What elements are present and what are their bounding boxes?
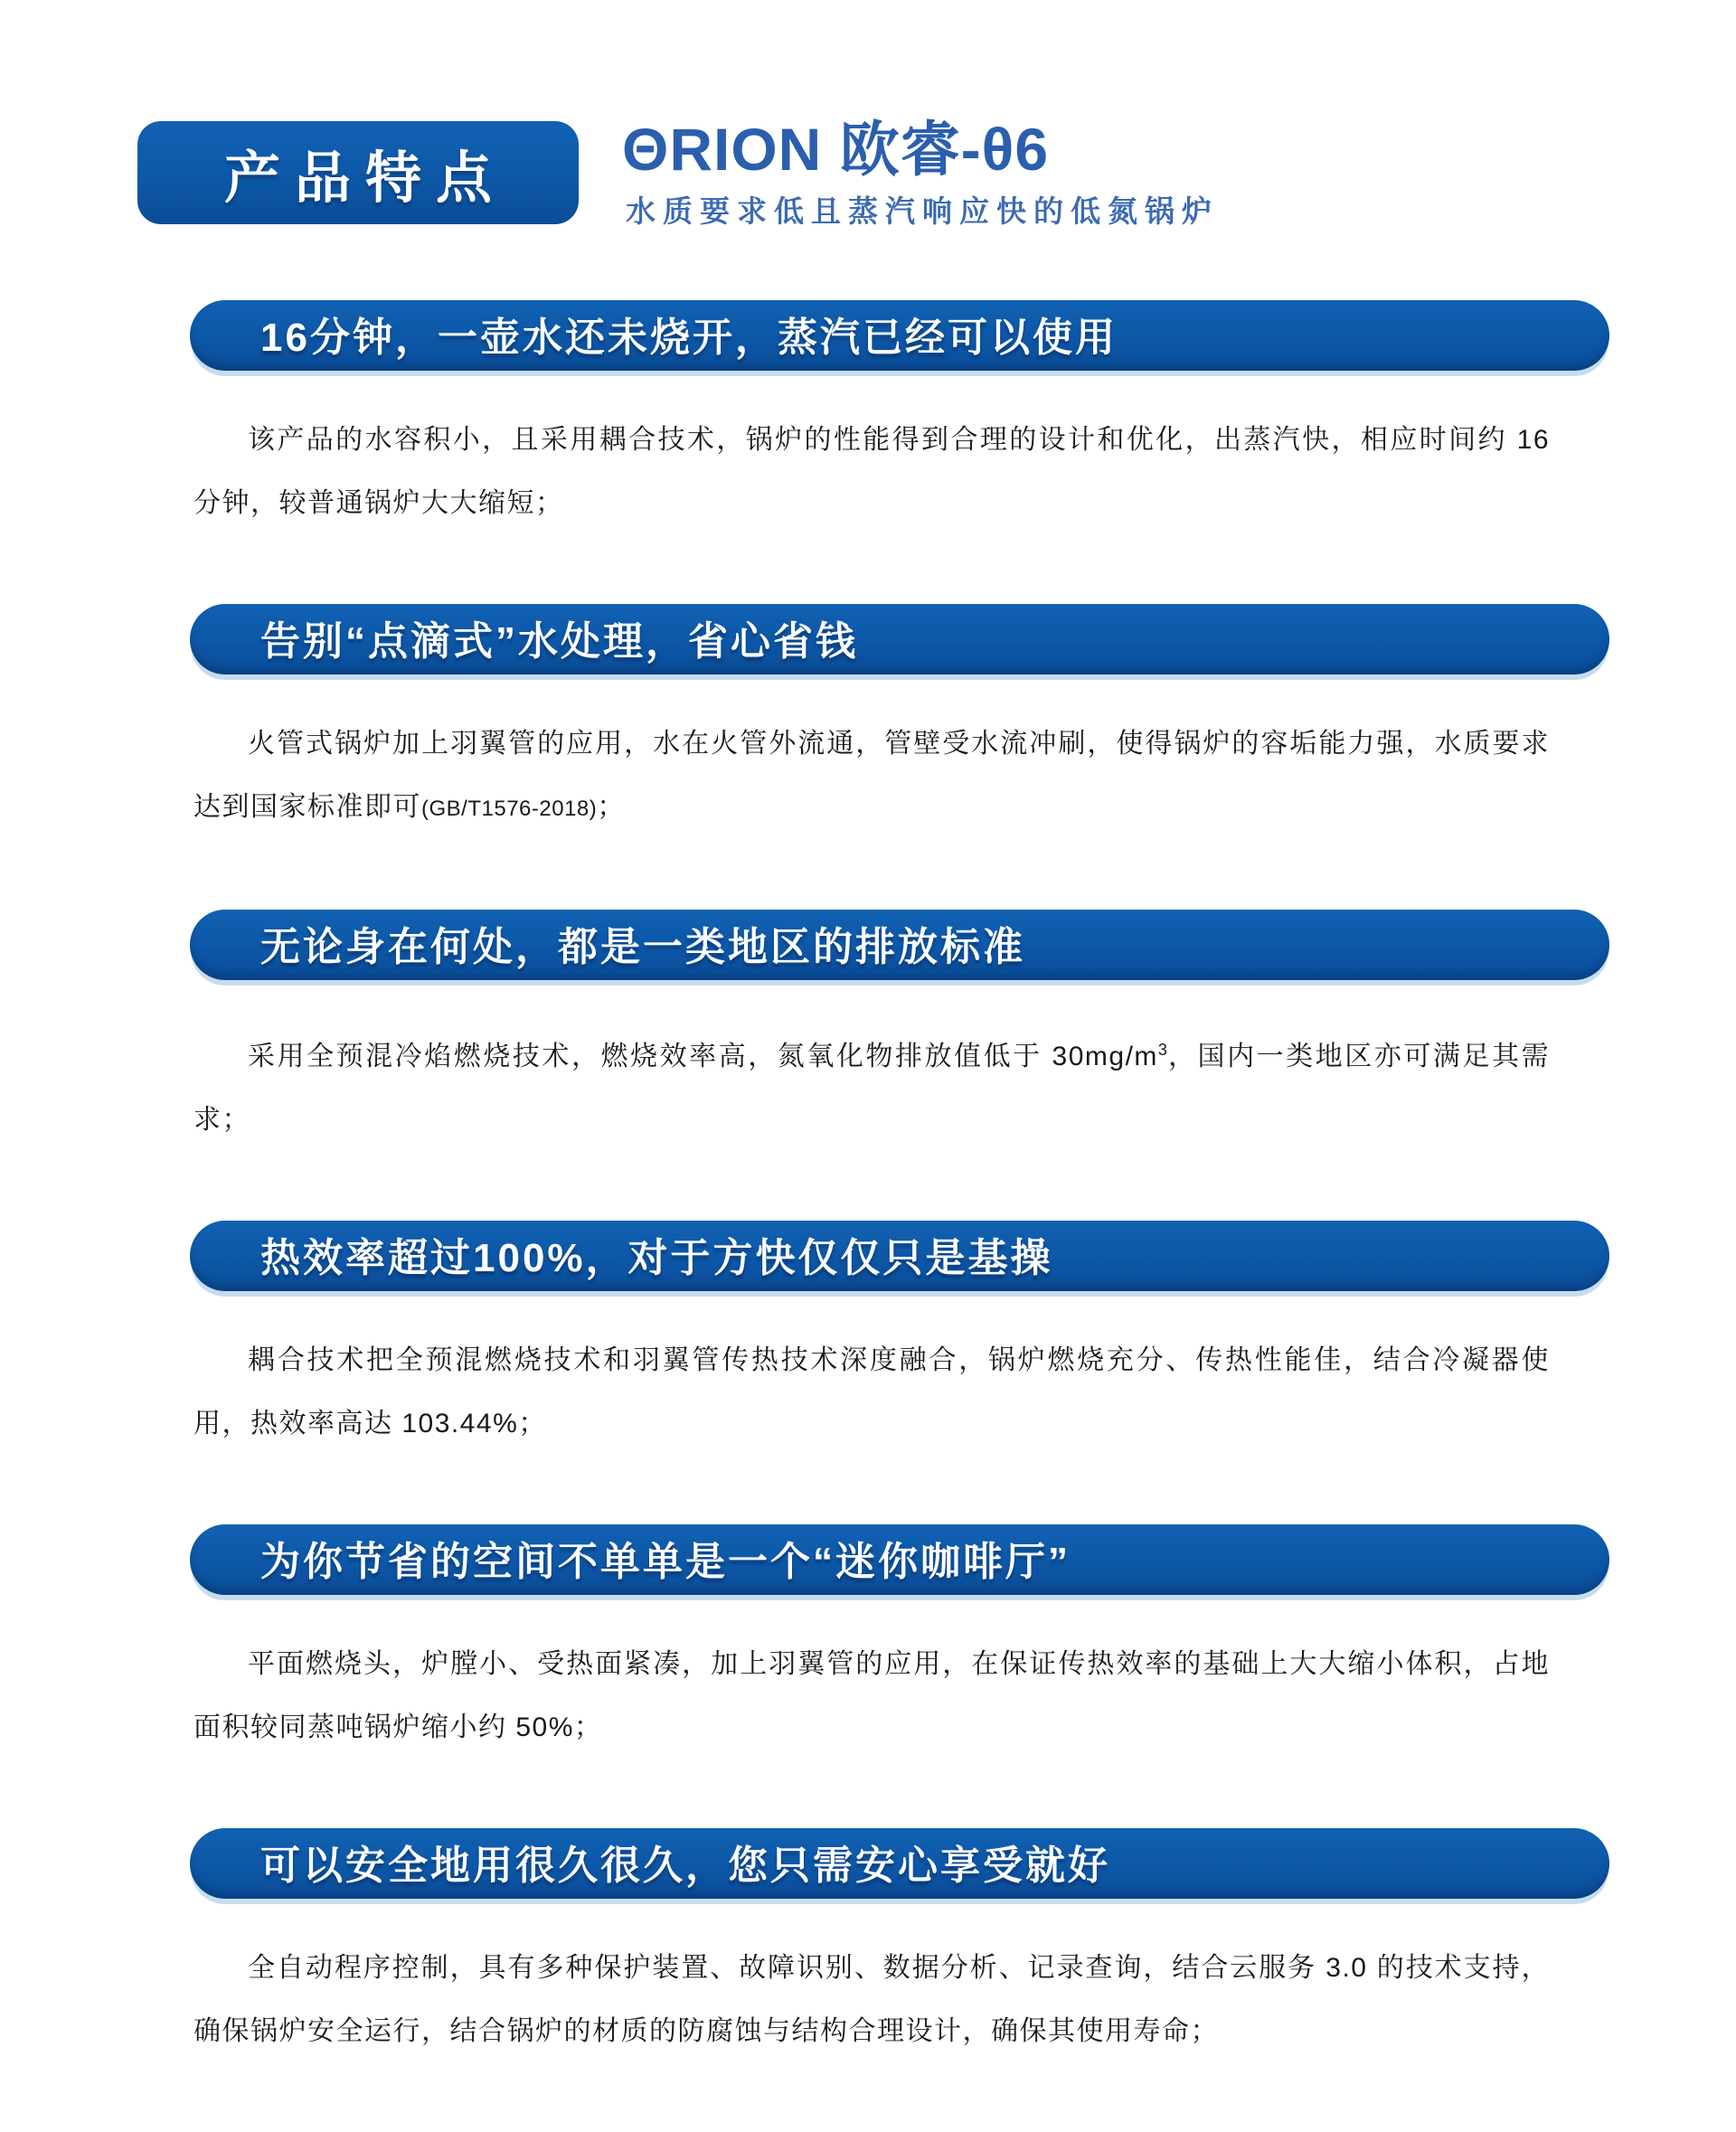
feature-section: [190, 604, 1618, 841]
features-title-text: 产品特点: [223, 146, 506, 210]
paragraph-segment: 采用全预混冷焰燃烧技术，燃烧效率高，氮氧化物排放值低于 30mg/m: [248, 1042, 1158, 1071]
section-paragraph: [193, 1633, 1550, 1759]
section-paragraph: [193, 1329, 1550, 1456]
features-title-badge: [137, 121, 579, 224]
section-banner-heading: 为你节省的空间不单单是一个“迷你咖啡厅”: [260, 1540, 1071, 1584]
sections: [190, 300, 1618, 2132]
paragraph-segment: 该产品的水容积小，且采用耦合技术，锅炉的性能得到合理的设计和优化，出蒸汽快，相应时间约 16 分钟，较普通锅炉大大缩短；: [193, 425, 1550, 518]
paragraph-segment: 全自动程序控制，具有多种保护装置、故障识别、数据分析、记录查询，结合云服务 3.0 的技术支持，确保锅炉安全运行，结合锅炉的材质的防腐蚀与结构合理设计，确保其使用寿命；: [193, 1953, 1550, 2046]
section-banner-heading: 16分钟，一壶水还未烧开，蒸汽已经可以使用: [260, 316, 1118, 360]
paragraph-segment: ；: [597, 792, 626, 822]
section-paragraph: [193, 712, 1550, 841]
paragraph-segment: (GB/T1576-2018): [421, 797, 598, 821]
section-banner-heading: 可以安全地用很久很久，您只需安心享受就好: [260, 1844, 1110, 1888]
feature-section: [190, 1524, 1618, 1759]
section-banner-heading: 热效率超过100%，对于方快仅仅只是基操: [260, 1236, 1053, 1280]
feature-banner: [190, 1828, 1609, 1899]
feature-section: [190, 300, 1618, 535]
brand-logo-text: ΘRION 欧睿-θ6: [622, 116, 1050, 183]
feature-section: [190, 910, 1618, 1152]
feature-banner: [190, 1221, 1609, 1291]
feature-banner: [190, 910, 1609, 980]
feature-section: [190, 1828, 1618, 2063]
paragraph-segment: 平面燃烧头，炉膛小、受热面紧凑，加上羽翼管的应用，在保证传热效率的基础上大大缩小体积，占地面积较同蒸吨锅炉缩小约 50%；: [193, 1649, 1550, 1742]
feature-banner: [190, 1524, 1609, 1595]
paragraph-segment: ，国内一类地区亦可满足其需求；: [193, 1042, 1550, 1135]
section-paragraph: [193, 409, 1550, 535]
paragraph-segment: 火管式锅炉加上羽翼管的应用，水在火管外流通，管壁受水流冲刷，使得锅炉的容垢能力强，水质要求达到国家标准即可: [193, 729, 1550, 822]
feature-banner: [190, 300, 1609, 371]
paragraph-segment: 耦合技术把全预混燃烧技术和羽翼管传热技术深度融合，锅炉燃烧充分、传热性能佳，结合冷凝器使用，热效率高达 103.44%；: [193, 1345, 1550, 1439]
brand-tagline: 水质要求低且蒸汽响应快的低氮锅炉: [626, 194, 1219, 228]
paragraph-segment: 3: [1157, 1041, 1167, 1059]
section-paragraph: [193, 1937, 1550, 2063]
section-paragraph: [193, 1018, 1550, 1152]
section-banner-heading: 告别“点滴式”水处理，省心省钱: [260, 619, 858, 664]
feature-banner: [190, 604, 1609, 675]
feature-section: [190, 1221, 1618, 1456]
section-banner-heading: 无论身在何处，都是一类地区的排放标准: [260, 925, 1025, 969]
